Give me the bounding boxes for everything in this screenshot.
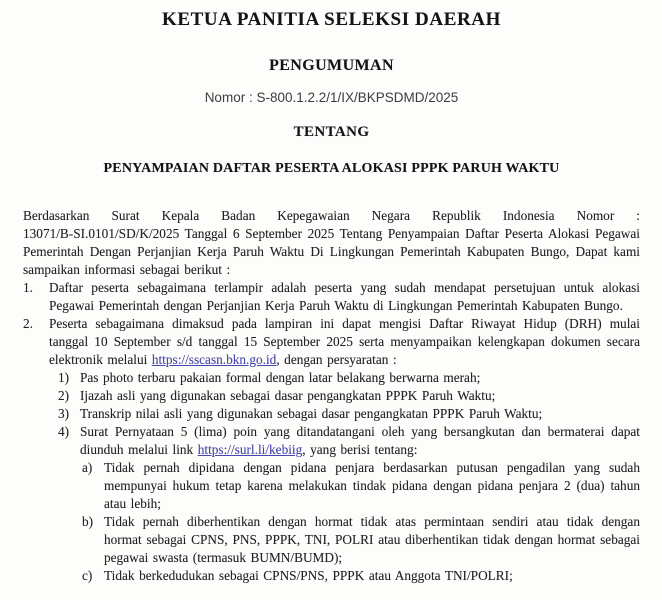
requirement-4-text-after-link: , yang berisi tentang: <box>302 441 418 457</box>
numbered-item-1 <box>23 279 640 315</box>
requirement-3-text: Transkrip nilai asli yang digunakan sebagai dasar pengangkatan PPPK Paruh Waktu; <box>80 405 543 421</box>
item-1-marker: 1. <box>23 279 33 295</box>
subject-title: PENYAMPAIAN DAFTAR PESERTA ALOKASI PPPK PARUH WAKTU <box>103 160 560 176</box>
surl-link[interactable]: https://surl.li/kebiig <box>197 441 303 457</box>
requirement-1-text: Pas photo terbaru pakaian formal dengan latar belakang berwarna merah; <box>80 369 481 385</box>
requirement-2-marker: 2) <box>58 387 70 403</box>
authority-title: KETUA PANITIA SELEKSI DAERAH <box>161 9 501 30</box>
requirement-item-4 <box>58 423 640 585</box>
requirement-1-marker: 1) <box>58 369 70 385</box>
statement-b-marker: b) <box>82 513 94 529</box>
requirement-item-2 <box>58 387 640 405</box>
intro-line1: Berdasarkan Surat Kepala Badan Kepegawaian Negara Republik Indonesia Nomor : <box>23 207 640 223</box>
item-2-text-before-link: Peserta sebagaimana dimaksud pada lampiran ini dapat mengisi Daftar Riwayat Hidup (DRH) mulai tanggal 10 September s/d tanggal 15 September 2025 serta menyampaikan kelengkapan dokumen secara elektronik melalui <box>49 315 640 367</box>
item-2-text <box>49 315 640 369</box>
document-type-title: PENGUMUMAN <box>269 56 394 74</box>
document-body <box>23 207 640 585</box>
requirement-item-1 <box>58 369 640 387</box>
statement-c-marker: c) <box>82 567 93 583</box>
statement-c-text: Tidak berkedudukan sebagai CPNS/PNS, PPPK atau Anggota TNI/POLRI; <box>104 567 513 583</box>
statement-point-a <box>82 459 640 513</box>
item-2-marker: 2. <box>23 315 33 331</box>
statement-point-c <box>82 567 640 585</box>
tentang-label: TENTANG <box>293 123 370 140</box>
statement-a-marker: a) <box>82 459 93 475</box>
statement-a-text: Tidak pernah dipidana dengan pidana penjara berdasarkan putusan pengadilan yang sudah mempunyai hukum tetap karena melakukan tindak pidana dengan pidana penjara 2 (dua) tahun atau lebih; <box>104 459 640 511</box>
intro-rest: 13071/B-SI.0101/SD/K/2025 Tanggal 6 September 2025 Tentang Penyampaian Daftar Peserta Alokasi Pegawai Pemerintah Dengan Perjanjian Kerja Paruh Waktu Di Lingkungan Pemerintah Kabupaten Bungo, Dapat kami sampaikan informasi sebagai berikut : <box>23 225 640 277</box>
requirement-4-marker: 4) <box>58 423 70 439</box>
item-1-text: Daftar peserta sebagaimana terlampir adalah peserta yang sudah mendapat persetujuan untuk alokasi Pegawai Pemerintah dengan Perjanjian Kerja Paruh Waktu di Lingkungan Pemerintah Kabupaten Bungo. <box>49 279 640 313</box>
requirement-3-marker: 3) <box>58 405 70 421</box>
sscasn-link[interactable]: https://sscasn.bkn.go.id <box>151 351 277 367</box>
statement-b-text: Tidak pernah diberhentikan dengan hormat tidak atas permintaan sendiri atau tidak dengan hormat sebagai CPNS, PNS, PPPK, TNI, POLRI atau diberhentikan tidak dengan hormat sebagai pegawai swasta (termasuk BUMN/BUMD); <box>104 513 640 565</box>
document-number: Nomor : S-800.1.2.2/1/IX/BKPSDMD/2025 <box>204 89 459 105</box>
intro-paragraph <box>23 207 640 279</box>
requirement-4-text-before-link: Surat Pernyataan 5 (lima) poin yang ditandatangani oleh yang bersangkutan dan bermaterai dapat diunduh melalui link <box>80 423 640 457</box>
statement-point-b <box>82 513 640 567</box>
numbered-item-2 <box>23 315 640 585</box>
requirement-2-text: Ijazah asli yang digunakan sebagai dasar pengangkatan PPPK Paruh Waktu; <box>80 387 496 403</box>
requirement-4-text <box>80 423 640 459</box>
requirement-item-3 <box>58 405 640 423</box>
item-2-text-after-link: , dengan persyaratan : <box>276 351 397 367</box>
